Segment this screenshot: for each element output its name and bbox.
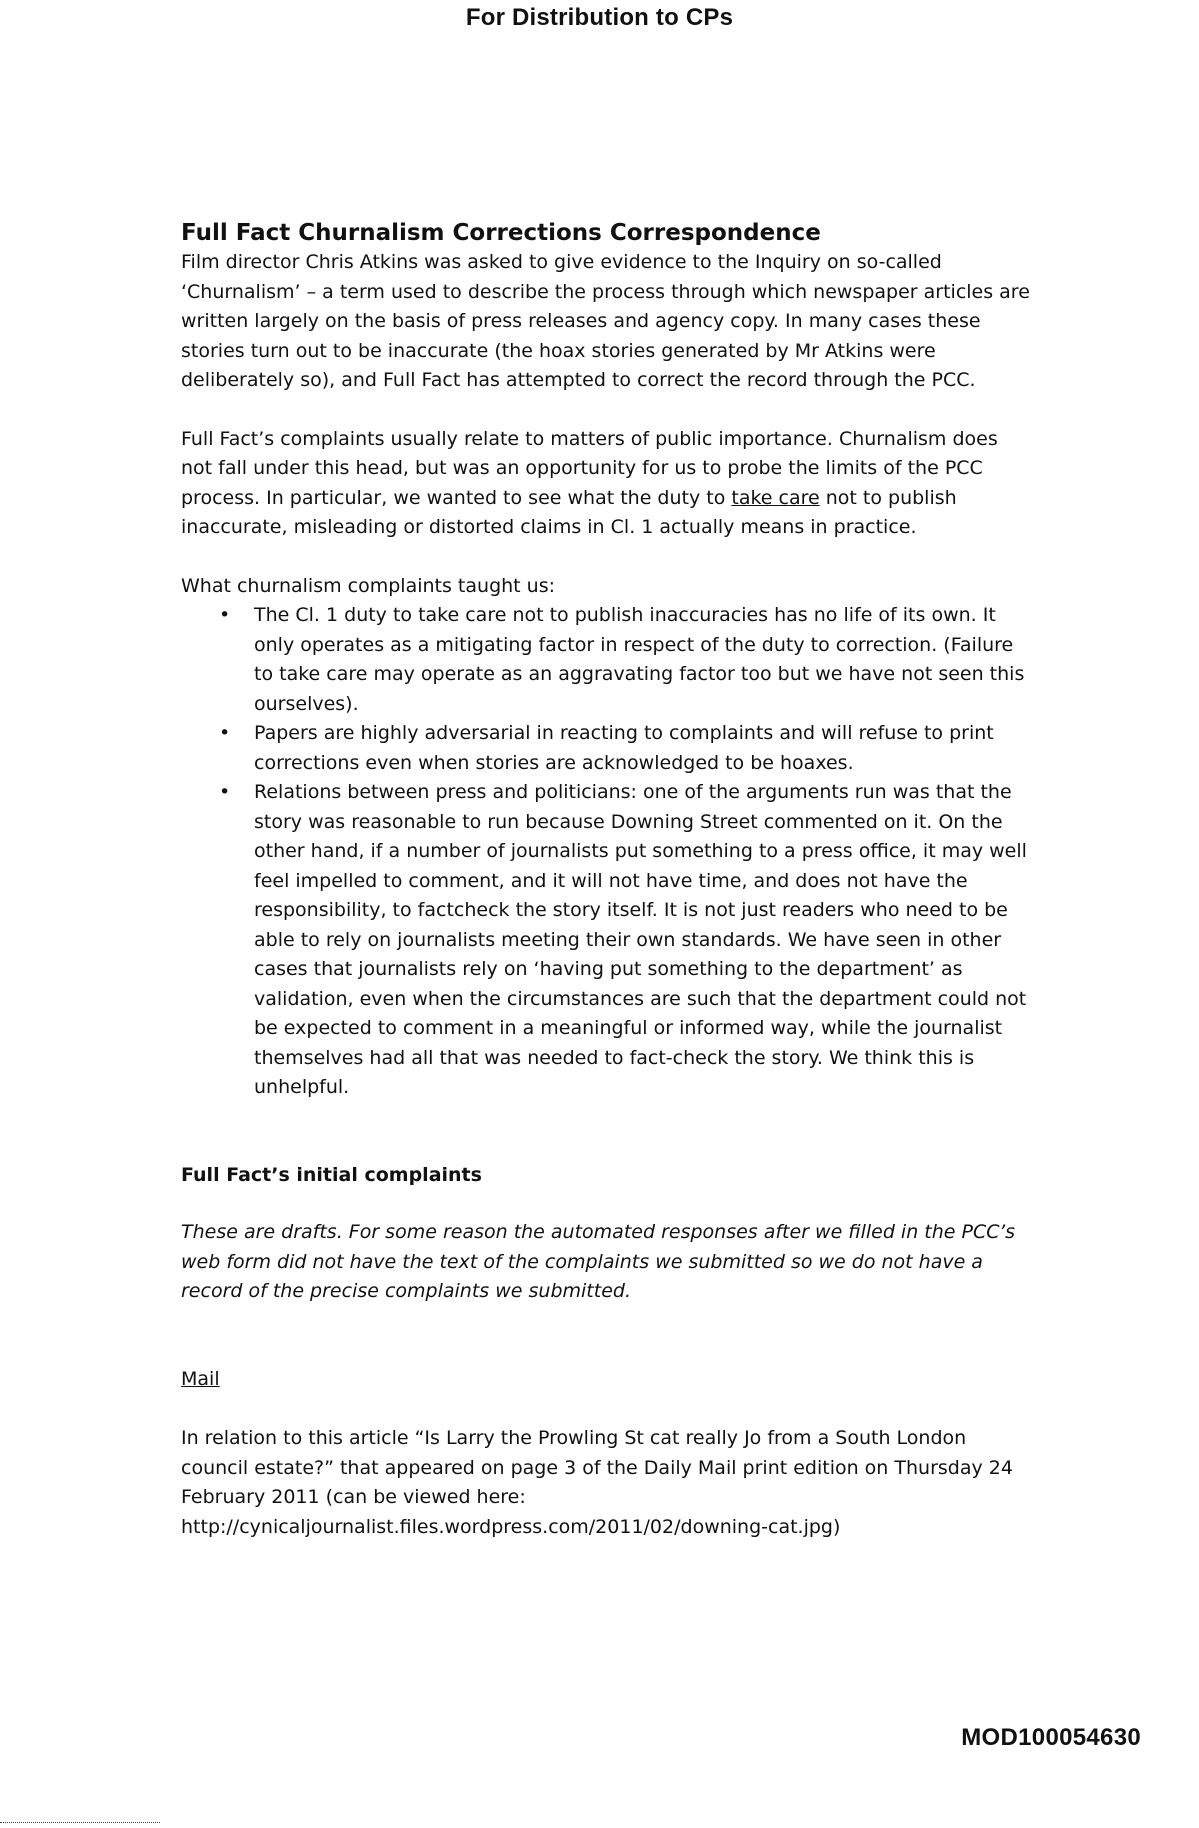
take-care-underlined: take care	[731, 486, 820, 509]
list-item	[219, 719, 1031, 778]
lessons-list	[181, 601, 1031, 1103]
bottom-divider	[0, 1822, 160, 1824]
bullet-icon: •	[219, 781, 231, 803]
complaints-paragraph-start: Full Fact’s complaints usually relate to matters of public importance. Churnalism does not fall under this head, but was an opportunity for us to probe the limits of the PCC process. In particular, we wanted to see what the duty to	[181, 427, 998, 509]
complaints-paragraph-end: not to publish inaccurate, misleading or distorted claims in Cl. 1 actually means in practice.	[181, 486, 957, 538]
intro-paragraph: Film director Chris Atkins was asked to give evidence to the Inquiry on so-called ‘Churnalism’ – a term used to describe the process through which newspaper articles are written largely on the basis of press releases and agency copy. In many cases these stories turn out to be inaccurate (the hoax stories generated by Mr Atkins were deliberately so), and Full Fact has attempted to correct the record through the PCC.	[181, 251, 1030, 391]
mail-url: http://cynicaljournalist.files.wordpress.com/2011/02/downing-cat.jpg)	[181, 1515, 841, 1538]
document-title: Full Fact Churnalism Corrections Correspondence	[181, 220, 821, 246]
complaints-paragraph	[181, 425, 1031, 543]
mail-heading: Mail	[181, 1367, 220, 1390]
bullet-icon: •	[219, 722, 231, 744]
section-heading: Full Fact’s initial complaints	[181, 1163, 482, 1186]
bullet-icon: •	[219, 604, 231, 626]
mail-paragraph: In relation to this article “Is Larry the Prowling St cat really Jo from a South London council estate?” that appeared on page 3 of the Daily Mail print edition on Thursday 24 February 2011 (can be viewed here:	[181, 1427, 1013, 1508]
list-item	[219, 778, 1031, 1103]
list-intro: What churnalism complaints taught us:	[181, 574, 555, 597]
drafts-note: These are drafts. For some reason the automated responses after we filled in the PCC’s web form did not have the text of the complaints we submitted so we do not have a record of the precise complaints we submitted.	[181, 1221, 1016, 1302]
document-id: MOD100054630	[961, 1724, 1141, 1751]
list-item-text: The Cl. 1 duty to take care not to publish inaccuracies has no life of its own. It only operates as a mitigating factor in respect of the duty to correction. (Failure to take care may operate as an aggravating factor too but we have not seen this ourselves).	[254, 604, 1025, 715]
document-body	[181, 218, 1031, 1542]
list-item-text: Relations between press and politicians: one of the arguments run was that the story was reasonable to run because Downing Street commented on it. On the other hand, if a number of journalists put something to a press office, it may well feel impelled to comment, and it will not have time, and does not have the responsibility, to factcheck the story itself. It is not just readers who need to be able to rely on journalists meeting their own standards. We have seen in other cases that journalists rely on ‘having put something to the department’ as validation, even when the circumstances are such that the department could not be expected to comment in a meaningful or informed way, while the journalist themselves had all that was needed to fact-check the story. We think this is unhelpful.	[254, 781, 1027, 1098]
list-item	[219, 601, 1031, 719]
list-item-text: Papers are highly adversarial in reacting to complaints and will refuse to print corrections even when stories are acknowledged to be hoaxes.	[254, 722, 994, 774]
distribution-header: For Distribution to CPs	[465, 4, 734, 31]
